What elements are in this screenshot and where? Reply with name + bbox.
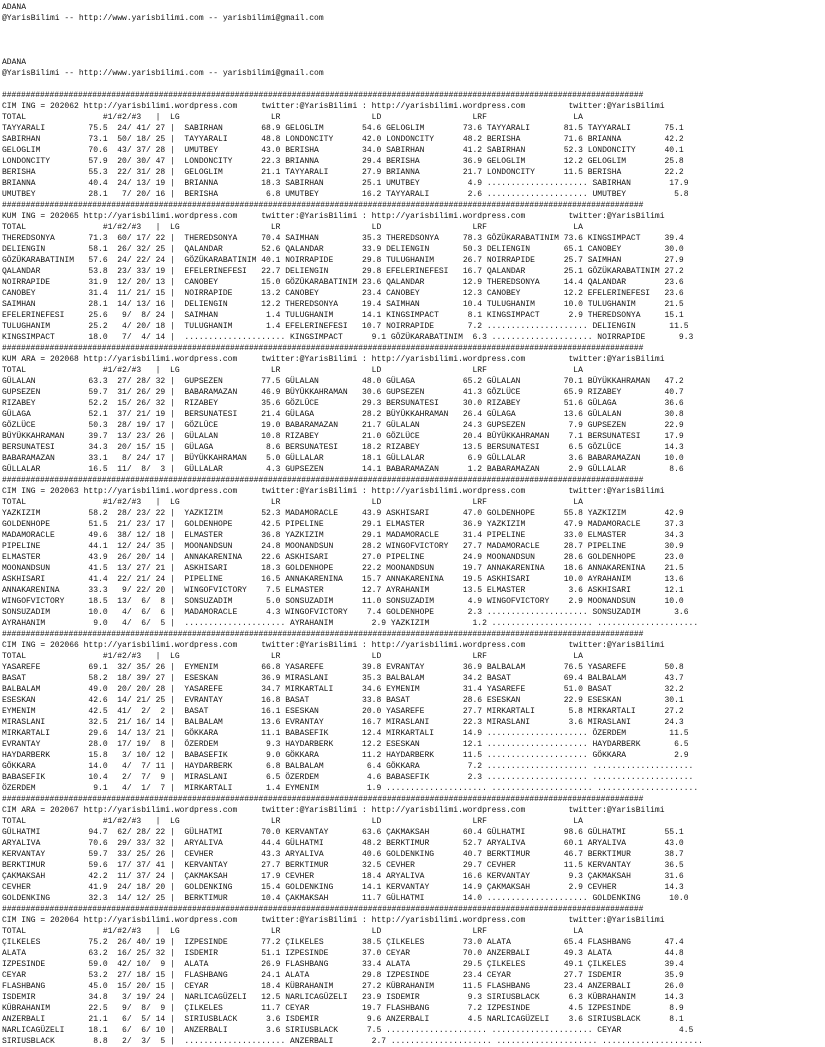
table-row: RIZABEY 52.2 15/ 26/ 32 | RIZABEY 35.6 GÖZLÜCE 29.3 BERSUNATESI 30.0 RIZABEY 51.6 GÜLAGA 36.6 <box>2 399 684 408</box>
table-row: ELMASTER 43.9 26/ 20/ 14 | ANNAKARENINA 22.6 ASKHISARI 27.0 PIPELINE 24.9 MOONANDSUN 28.6 GOLDENHOPE 23.0 <box>2 553 684 562</box>
table-row: BERISHA 55.3 22/ 31/ 28 | GELOGLIM 21.1 TAYYARALI 27.9 BRIANNA 21.7 LONDONCITY 11.5 BERISHA 22.2 <box>2 168 684 177</box>
table-row: ALATA 63.2 16/ 25/ 32 | ISDEMIR 51.1 IZPESINDE 37.0 CEYAR 70.0 ANZERBALI 49.3 ALATA 44.8 <box>2 949 684 958</box>
table-row: YASAREFE 69.1 32/ 35/ 26 | EYMENIM 66.8 YASAREFE 39.8 EVRANTAY 36.9 BALBALAM 76.5 YASAREFE 50.8 <box>2 663 684 672</box>
table-row: ÖZERDEM 9.1 4/ 1/ 7 | MIRKARTALI 1.4 EYMENIM 1.9 ..................... ..................... ..................... <box>2 784 699 793</box>
table-row: CEVHER 41.9 24/ 18/ 20 | GOLDENKING 15.4 GOLDENKING 14.1 KERVANTAY 14.9 ÇAKMAKSAH 2.9 CEVHER 14.3 <box>2 883 684 892</box>
table-row: SAIMHAN 28.1 14/ 13/ 16 | DELIENGIN 12.2 THEREDSONYA 19.4 SAIMHAN 10.4 TULUGHANIM 10.0 TULUGHANIM 21.5 <box>2 300 684 309</box>
blank-line <box>2 79 825 90</box>
table-row: NARLICAGÜZELI 18.1 6/ 6/ 10 | ANZERBALI 3.6 SIRIUSBLACK 7.5 ..................... ..................... CEYAR 4.5 <box>2 1026 694 1035</box>
column-header: TOTAL #1/#2/#3 | LG LR LD LRF LA <box>2 366 583 375</box>
table-row: AYRAHANIM 9.0 4/ 6/ 5 | ..................... AYRAHANIM 2.9 YAZKIZIM 1.2 ..................... ..................... <box>2 619 699 628</box>
table-row: BABARAMAZAN 33.1 8/ 24/ 17 | BÜYÜKKAHRAMAN 5.0 GÜLLALAR 18.1 GÜLLALAR 6.9 GÜLLALAR 3.6 BABARAMAZAN 10.0 <box>2 454 684 463</box>
table-row: CANOBEY 31.4 11/ 21/ 15 | NOIRRAPIDE 13.2 CANOBEY 23.4 CANOBEY 12.3 CANOBEY 12.2 EFELERINEFESI 23.6 <box>2 289 684 298</box>
table-row: FLASHBANG 45.0 15/ 20/ 15 | CEYAR 18.4 KÜBRAHANIM 27.2 KÜBRAHANIM 11.5 FLASHBANG 23.4 ANZERBALI 26.0 <box>2 982 684 991</box>
blank-line <box>2 35 825 46</box>
table-row: GÜLHATMI 94.7 62/ 28/ 22 | GÜLHATMI 70.0 KERVANTAY 63.6 ÇAKMAKSAH 60.4 GÜLHATMI 98.6 GÜLHATMI 55.1 <box>2 828 684 837</box>
table-row: MIRKARTALI 29.6 14/ 13/ 21 | GÖKKARA 11.1 BABASEFIK 12.4 MIRKARTALI 14.9 ..................... ÖZERDEM 11.5 <box>2 729 689 738</box>
table-row: HAYDARBERK 15.8 3/ 10/ 12 | BABASEFIK 9.0 GÖKKARA 11.2 HAYDARBERK 11.5 ..................... GÖKKARA 2.9 <box>2 751 689 760</box>
table-row: ARYALIVA 70.6 29/ 33/ 32 | ARYALIVA 44.4 GÜLHATMI 48.2 BERKTIMUR 52.7 ARYALIVA 60.1 ARYALIVA 43.0 <box>2 839 684 848</box>
separator-line: ####################################################################################################################################### <box>2 476 644 485</box>
table-row: SIRIUSBLACK 8.8 2/ 3/ 5 | ..................... ANZERBALI 2.7 ..................... ..................... ..................... <box>2 1037 703 1046</box>
table-row: EVRANTAY 28.0 17/ 19/ 8 | ÖZERDEM 9.3 HAYDARBERK 12.2 ESESKAN 12.1 ..................... HAYDARBERK 6.5 <box>2 740 689 749</box>
column-header: TOTAL #1/#2/#3 | LG LR LD LRF LA <box>2 652 583 661</box>
table-row: PIPELINE 44.1 12/ 24/ 35 | MOONANDSUN 24.8 MOONANDSUN 28.2 WINGOFVICTORY 27.7 MADAMORACLE 28.7 PIPELINE 30.9 <box>2 542 684 551</box>
table-row: GÜLALAN 63.3 27/ 28/ 32 | GUPSEZEN 77.5 GÜLALAN 48.0 GÜLAGA 65.2 GÜLALAN 70.1 BÜYÜKKAHRAMAN 47.2 <box>2 377 684 386</box>
table-row: BERKTIMUR 59.6 17/ 37/ 41 | KERVANTAY 27.7 BERKTIMUR 32.5 CEVHER 29.7 CEVHER 11.5 KERVANTAY 36.5 <box>2 861 684 870</box>
column-header: TOTAL #1/#2/#3 | LG LR LD LRF LA <box>2 817 583 826</box>
race-title[interactable]: KUM ARA = 202068 http://yarisbilimi.wordpress.com twitter:@YarisBilimi : http://yarisbilimi.wordpress.com twitter:@YarisBilimi <box>2 355 665 364</box>
table-row: GÖZLÜCE 50.3 28/ 19/ 17 | GÖZLÜCE 19.0 BABARAMAZAN 21.7 GÜLALAN 24.3 GUPSEZEN 7.9 GUPSEZEN 22.9 <box>2 421 684 430</box>
table-row: GUPSEZEN 59.7 31/ 26/ 29 | BABARAMAZAN 46.9 BÜYÜKKAHRAMAN 30.6 GUPSEZEN 41.3 GÖZLÜCE 65.9 RIZABEY 40.7 <box>2 388 684 397</box>
table-row: LONDONCITY 57.9 20/ 30/ 47 | LONDONCITY 22.3 BRIANNA 29.4 BERISHA 36.9 GELOGLIM 12.2 GELOGLIM 25.8 <box>2 157 684 166</box>
blank-line <box>2 24 825 35</box>
race-title[interactable]: CIM ING = 202066 http://yarisbilimi.wordpress.com twitter:@YarisBilimi : http://yarisbilimi.wordpress.com twitter:@YarisBilimi <box>2 641 665 650</box>
table-row: ESESKAN 42.6 14/ 21/ 25 | EVRANTAY 16.8 BASAT 33.8 BASAT 28.6 ESESKAN 22.9 ESESKAN 30.1 <box>2 696 684 705</box>
table-row: EFELERINEFESI 25.6 9/ 8/ 24 | SAIMHAN 1.4 TULUGHANIM 14.1 KINGSIMPACT 8.1 KINGSIMPACT 2.9 THEREDSONYA 15.1 <box>2 311 684 320</box>
table-row: BASAT 58.2 18/ 39/ 27 | ESESKAN 36.9 MIRASLANI 35.3 BALBALAM 34.2 BASAT 69.4 BALBALAM 43.7 <box>2 674 684 683</box>
table-row: NOIRRAPIDE 31.9 12/ 20/ 13 | CANOBEY 15.0 GÖZÜKARABATINIM 23.6 QALANDAR 12.9 THEREDSONYA 14.4 QALANDAR 23.6 <box>2 278 684 287</box>
table-row: BÜYÜKKAHRAMAN 39.7 13/ 23/ 26 | GÜLALAN 10.8 RIZABEY 21.0 GÖZLÜCE 20.4 BÜYÜKKAHRAMAN 7.1 BERSUNATESI 17.9 <box>2 432 684 441</box>
column-header: TOTAL #1/#2/#3 | LG LR LD LRF LA <box>2 498 583 507</box>
table-row: MOONANDSUN 41.5 13/ 27/ 21 | ASKHISARI 18.3 GOLDENHOPE 22.2 MOONANDSUN 19.7 ANNAKARENINA 18.6 ANNAKARENINA 21.5 <box>2 564 684 573</box>
blank-line <box>2 46 825 57</box>
race-title[interactable]: CIM ING = 202062 http://yarisbilimi.wordpress.com twitter:@YarisBilimi : http://yarisbilimi.wordpress.com twitter:@YarisBilimi <box>2 102 665 111</box>
table-row: TAYYARALI 75.5 24/ 41/ 27 | SABIRHAN 68.9 GELOGLIM 54.6 GELOGLIM 73.6 TAYYARALI 81.5 TAYYARALI 75.1 <box>2 124 684 133</box>
separator-line: ####################################################################################################################################### <box>2 344 644 353</box>
separator-line: ####################################################################################################################################### <box>2 795 644 804</box>
race-title[interactable]: CIM ING = 202063 http://yarisbilimi.wordpress.com twitter:@YarisBilimi : http://yarisbilimi.wordpress.com twitter:@YarisBilimi <box>2 487 665 496</box>
separator-line: ####################################################################################################################################### <box>2 630 644 639</box>
header-city: ADANA <box>2 58 27 67</box>
header-contact-line[interactable]: @YarisBilimi -- http://www.yarisbilimi.com -- yarisbilimi@gmail.com <box>2 14 324 23</box>
table-row: SONSUZADIM 10.0 4/ 6/ 6 | MADAMORACLE 4.3 WINGOFVICTORY 7.4 GOLDENHOPE 2.3 ..................... SONSUZADIM 3.6 <box>2 608 689 617</box>
table-row: GOLDENHOPE 51.5 21/ 23/ 17 | GOLDENHOPE 42.5 PIPELINE 29.1 ELMASTER 36.9 YAZKIZIM 47.9 MADAMORACLE 37.3 <box>2 520 684 529</box>
table-row: MIRASLANI 32.5 21/ 16/ 14 | BALBALAM 13.6 EVRANTAY 16.7 MIRASLANI 22.3 MIRASLANI 3.6 MIRASLANI 24.3 <box>2 718 684 727</box>
table-row: MADAMORACLE 49.6 38/ 12/ 18 | ELMASTER 36.8 YAZKIZIM 29.1 MADAMORACLE 31.4 PIPELINE 33.0 ELMASTER 34.3 <box>2 531 684 540</box>
table-row: KÜBRAHANIM 22.5 9/ 8/ 9 | ÇILKELES 11.7 CEYAR 19.7 FLASHBANG 7.2 IZPESINDE 4.5 IZPESINDE 8.9 <box>2 1004 684 1013</box>
column-header: TOTAL #1/#2/#3 | LG LR LD LRF LA <box>2 223 583 232</box>
separator-line: ####################################################################################################################################### <box>2 91 644 100</box>
separator-line: ####################################################################################################################################### <box>2 201 644 210</box>
table-row: UMUTBEY 28.1 7/ 20/ 16 | BERISHA 6.8 UMUTBEY 16.2 TAYYARALI 2.6 ..................... UMUTBEY 5.8 <box>2 190 689 199</box>
table-row: BALBALAM 49.0 20/ 20/ 28 | YASAREFE 34.7 MIRKARTALI 34.6 EYMENIM 31.4 YASAREFE 51.0 BASAT 32.2 <box>2 685 684 694</box>
table-row: ANZERBALI 21.1 6/ 5/ 14 | SIRIUSBLACK 3.6 ISDEMIR 9.6 ANZERBALI 4.5 NARLICAGÜZELI 3.6 SIRIUSBLACK 8.1 <box>2 1015 684 1024</box>
race-title[interactable]: CIM ING = 202064 http://yarisbilimi.wordpress.com twitter:@YarisBilimi : http://yarisbilimi.wordpress.com twitter:@YarisBilimi <box>2 916 665 925</box>
table-row: ANNAKARENINA 33.3 9/ 22/ 20 | WINGOFVICTORY 7.5 ELMASTER 12.7 AYRAHANIM 13.5 ELMASTER 3.6 ASKHISARI 12.1 <box>2 586 684 595</box>
table-row: TULUGHANIM 25.2 4/ 20/ 18 | TULUGHANIM 1.4 EFELERINEFESI 10.7 NOIRRAPIDE 7.2 ..................... DELIENGIN 11.5 <box>2 322 689 331</box>
table-row: WINGOFVICTORY 18.5 13/ 6/ 8 | SONSUZADIM 5.0 SONSUZADIM 11.0 SONSUZADIM 4.9 WINGOFVICTORY 2.9 MOONANDSUN 10.0 <box>2 597 684 606</box>
table-row: GÜLAGA 52.1 37/ 21/ 19 | BERSUNATESI 21.4 GÜLAGA 28.2 BÜYÜKKAHRAMAN 26.4 GÜLAGA 13.6 GÜLALAN 30.8 <box>2 410 684 419</box>
race-title[interactable]: CIM ARA = 202067 http://yarisbilimi.wordpress.com twitter:@YarisBilimi : http://yarisbilimi.wordpress.com twitter:@YarisBilimi <box>2 806 665 815</box>
table-row: KERVANTAY 59.7 33/ 25/ 26 | CEVHER 43.3 ARYALIVA 40.6 GOLDENKING 40.7 BERKTIMUR 46.7 BERKTIMUR 38.7 <box>2 850 684 859</box>
race-title[interactable]: KUM ING = 202065 http://yarisbilimi.wordpress.com twitter:@YarisBilimi : http://yarisbilimi.wordpress.com twitter:@YarisBilimi <box>2 212 665 221</box>
table-row: GÖKKARA 14.0 4/ 7/ 11 | HAYDARBERK 6.8 BALBALAM 6.4 GÖKKARA 7.2 ..................... ..................... <box>2 762 694 771</box>
table-row: BERSUNATESI 34.3 20/ 15/ 15 | GÜLAGA 8.6 BERSUNATESI 18.2 RIZABEY 13.5 BERSUNATESI 6.5 GÖZLÜCE 14.3 <box>2 443 684 452</box>
table-row: IZPESINDE 59.0 42/ 10/ 9 | ALATA 26.9 FLASHBANG 33.4 ALATA 29.5 ÇILKELES 49.1 ÇILKELES 39.4 <box>2 960 684 969</box>
column-header: TOTAL #1/#2/#3 | LG LR LD LRF LA <box>2 113 583 122</box>
table-row: ÇAKMAKSAH 42.2 11/ 37/ 24 | ÇAKMAKSAH 17.9 CEVHER 18.4 ARYALIVA 16.6 KERVANTAY 9.3 ÇAKMAKSAH 31.6 <box>2 872 684 881</box>
table-row: BRIANNA 40.4 24/ 13/ 19 | BRIANNA 18.3 SABIRHAN 25.1 UMUTBEY 4.9 ..................... SABIRHAN 17.9 <box>2 179 689 188</box>
table-row: ÇILKELES 75.2 26/ 40/ 19 | IZPESINDE 77.2 ÇILKELES 38.5 ÇILKELES 73.0 ALATA 65.4 FLASHBANG 47.4 <box>2 938 684 947</box>
table-row: ISDEMIR 34.8 3/ 19/ 24 | NARLICAGÜZELI 12.5 NARLICAGÜZELI 23.9 ISDEMIR 9.3 SIRIUSBLACK 6.3 KÜBRAHANIM 14.3 <box>2 993 684 1002</box>
header-city: ADANA <box>2 3 27 12</box>
table-row: EYMENIM 42.5 41/ 2/ 2 | BASAT 16.1 ESESKAN 20.0 YASAREFE 27.7 MIRKARTALI 5.8 MIRKARTALI 27.2 <box>2 707 684 716</box>
table-row: DELIENGIN 58.1 26/ 32/ 25 | QALANDAR 52.6 QALANDAR 33.9 DELIENGIN 50.3 DELIENGIN 65.1 CANOBEY 30.0 <box>2 245 684 254</box>
table-row: THEREDSONYA 71.3 60/ 17/ 22 | THEREDSONYA 70.4 SAIMHAN 35.3 THEREDSONYA 78.3 GÖZÜKARABATINIM 73.6 KINGSIMPACT 39.4 <box>2 234 684 243</box>
table-row: GOLDENKING 32.3 14/ 12/ 25 | BERKTIMUR 10.4 ÇAKMAKSAH 11.7 GÜLHATMI 14.0 ..................... GOLDENKING 10.0 <box>2 894 689 903</box>
column-header: TOTAL #1/#2/#3 | LG LR LD LRF LA <box>2 927 583 936</box>
separator-line: ####################################################################################################################################### <box>2 905 644 914</box>
header-contact-line[interactable]: @YarisBilimi -- http://www.yarisbilimi.com -- yarisbilimi@gmail.com <box>2 69 324 78</box>
table-row: BABASEFIK 10.4 2/ 7/ 9 | MIRASLANI 6.5 ÖZERDEM 4.6 BABASEFIK 2.3 ..................... ..................... <box>2 773 694 782</box>
table-row: SABIRHAN 73.1 50/ 18/ 25 | TAYYARALI 48.8 LONDONCITY 42.0 LONDONCITY 48.2 BERISHA 71.6 BRIANNA 42.2 <box>2 135 684 144</box>
table-row: ASKHISARI 41.4 22/ 21/ 24 | PIPELINE 16.5 ANNAKARENINA 15.7 ANNAKARENINA 19.5 ASKHISARI 10.0 AYRAHANIM 13.6 <box>2 575 684 584</box>
table-row: GÜLLALAR 16.5 11/ 8/ 3 | GÜLLALAR 4.3 GUPSEZEN 14.1 BABARAMAZAN 1.2 BABARAMAZAN 2.9 GÜLLALAR 8.6 <box>2 465 684 474</box>
table-row: YAZKIZIM 58.2 28/ 23/ 22 | YAZKIZIM 52.3 MADAMORACLE 43.9 ASKHISARI 47.0 GOLDENHOPE 55.8 YAZKIZIM 42.9 <box>2 509 684 518</box>
table-row: KINGSIMPACT 18.0 7/ 4/ 14 | ..................... KINGSIMPACT 9.1 GÖZÜKARABATINIM 6.3 ..................... NOIRRAPIDE 9.3 <box>2 333 694 342</box>
table-row: GELOGLIM 70.6 43/ 37/ 28 | UMUTBEY 43.0 BERISHA 34.0 SABIRHAN 41.2 SABIRHAN 52.3 LONDONCITY 40.1 <box>2 146 684 155</box>
table-row: GÖZÜKARABATINIM 57.6 24/ 22/ 24 | GÖZÜKARABATINIM 40.1 NOIRRAPIDE 29.8 TULUGHANIM 26.7 NOIRRAPIDE 25.7 SAIMHAN 27.9 <box>2 256 684 265</box>
table-row: QALANDAR 53.8 23/ 33/ 19 | EFELERINEFESI 22.7 DELIENGIN 29.8 EFELERINEFESI 16.7 QALANDAR 25.1 GÖZÜKARABATINIM 27.2 <box>2 267 684 276</box>
table-row: CEYAR 53.2 27/ 18/ 15 | FLASHBANG 24.1 ALATA 29.8 IZPESINDE 23.4 CEYAR 27.7 ISDEMIR 35.9 <box>2 971 684 980</box>
